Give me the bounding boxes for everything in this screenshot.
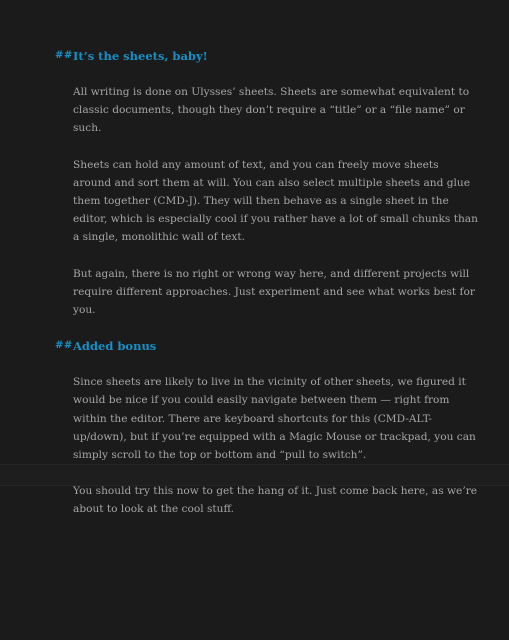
paragraph[interactable]: Sheets can hold any amount of text, and you can freely move sheets around and sort them at will. You can also select multiple sheets and glue them together (CMD-J). They will then behave as a single sheet in the editor, which is especially cool if you rather have a lot of small chunks than a single, monolithic wall of text. xyxy=(73,158,478,244)
heading-text: It’s the sheets, baby! xyxy=(73,49,208,63)
section-heading-sheets[interactable] xyxy=(0,47,509,65)
heading-text: Added bonus xyxy=(73,339,157,354)
paragraph[interactable]: But again, there is no right or wrong way here, and different projects will require different approaches. Just experiment and see what works best for you. xyxy=(73,267,475,317)
paragraph[interactable]: Since sheets are likely to live in the vicinity of other sheets, we figured it would be nice if you could easily navigate between them — right from within the editor. There are keyboard shortcuts for this (CMD-ALT-up/down), but if you’re equipped with a Magic Mouse or trackpad, you can simply scroll to the top or bottom and “pull to switch”. xyxy=(73,376,476,462)
paragraph[interactable]: You should try this now to get the hang of it. Just come back here, as we’re about to look at the cool stuff. xyxy=(73,485,478,516)
section-heading-added-bonus[interactable] xyxy=(0,337,509,355)
heading-marker: ## xyxy=(55,340,73,352)
paragraph[interactable]: All writing is done on Ulysses’ sheets. Sheets are somewhat equivalent to classic documents, though they don’t require a “title” or a “file name” or such. xyxy=(73,86,470,135)
sheet-content[interactable] xyxy=(0,47,509,519)
heading-marker: ## xyxy=(55,50,73,61)
